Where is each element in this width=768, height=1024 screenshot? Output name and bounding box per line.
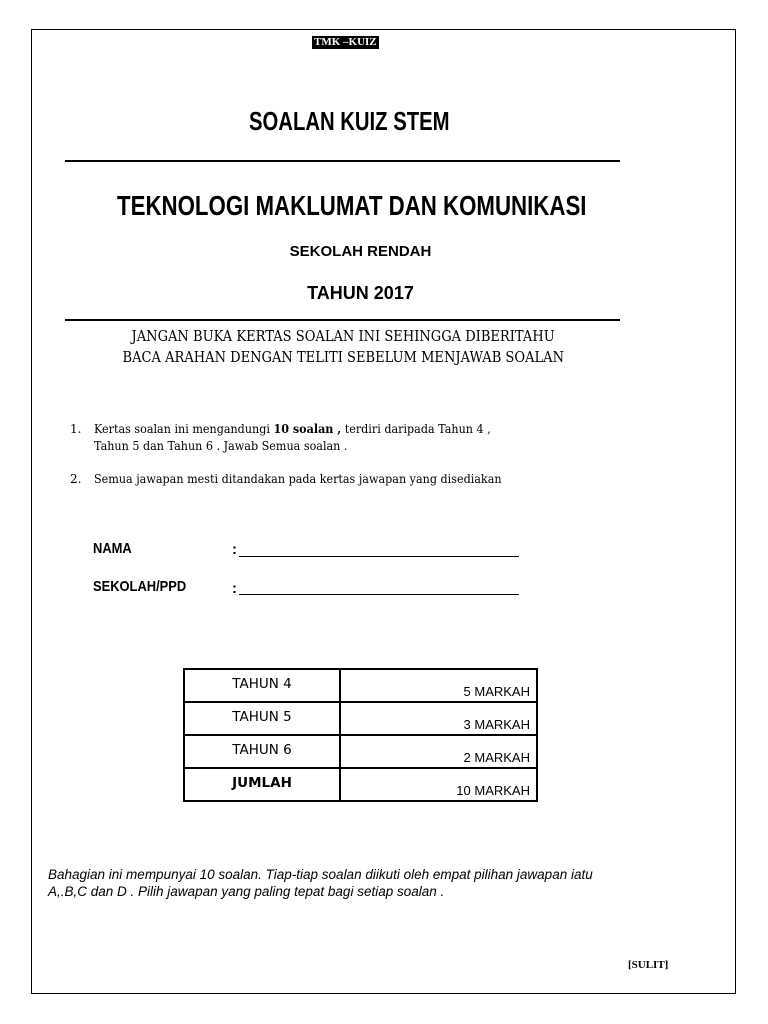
top-divider [65,160,620,162]
table-row [184,768,537,801]
section-note [48,866,708,900]
instruction-text: Tahun 5 dan Tahun 6 . Jawab Semua soalan . [94,439,348,453]
marks-table [183,668,538,802]
instruction-number: 2. [70,472,82,486]
quiz-title: SOALAN KUIZ STEM [249,106,450,136]
year-cell: TAHUN 6 [184,735,340,768]
section-note-line: Bahagian ini mempunyai 10 soalan. Tiap-tiap soalan diikuti oleh empat pilihan jawapan iatu [48,867,593,882]
name-colon: : [232,541,237,558]
bottom-divider [65,319,620,321]
instruction-item [70,471,670,491]
table-row [184,735,537,768]
page-border [31,29,736,994]
exam-year: TAHUN 2017 [307,283,414,303]
instruction-number: 1. [70,422,82,436]
marks-cell: 3 MARKAH [340,702,537,735]
classification-label: [SULIT] [628,959,669,971]
year-cell: TAHUN 5 [184,702,340,735]
instruction-item [70,421,670,461]
instruction-text: Kertas soalan ini mengandungi 10 soalan , terdiri daripada Tahun 4 , [94,422,491,436]
marks-cell: 2 MARKAH [340,735,537,768]
table-row [184,702,537,735]
total-cell: JUMLAH [184,768,340,801]
name-field[interactable] [239,556,519,557]
marks-cell: 5 MARKAH [340,669,537,702]
school-colon: : [232,580,237,597]
warning-line: JANGAN BUKA KERTAS SOALAN INI SEHINGGA DIBERITAHU [131,329,555,345]
instruction-text: Semua jawapan mesti ditandakan pada kertas jawapan yang disediakan [94,472,502,486]
school-label: SEKOLAH/PPD [93,578,187,595]
name-label: NAMA [93,540,132,557]
year-cell: TAHUN 4 [184,669,340,702]
table-row [184,669,537,702]
total-marks-cell: 10 MARKAH [340,768,537,801]
school-level: SEKOLAH RENDAH [289,243,432,260]
warning-line: BACA ARAHAN DENGAN TELITI SEBELUM MENJAWAB SOALAN [122,350,564,366]
subject-title: TEKNOLOGI MAKLUMAT DAN KOMUNIKASI [117,190,587,221]
header-tag: TMK –KUIZ [314,36,377,48]
school-field[interactable] [239,594,519,595]
section-note-line: A,.B,C dan D . Pilih jawapan yang paling tepat bagi setiap soalan . [48,884,445,899]
